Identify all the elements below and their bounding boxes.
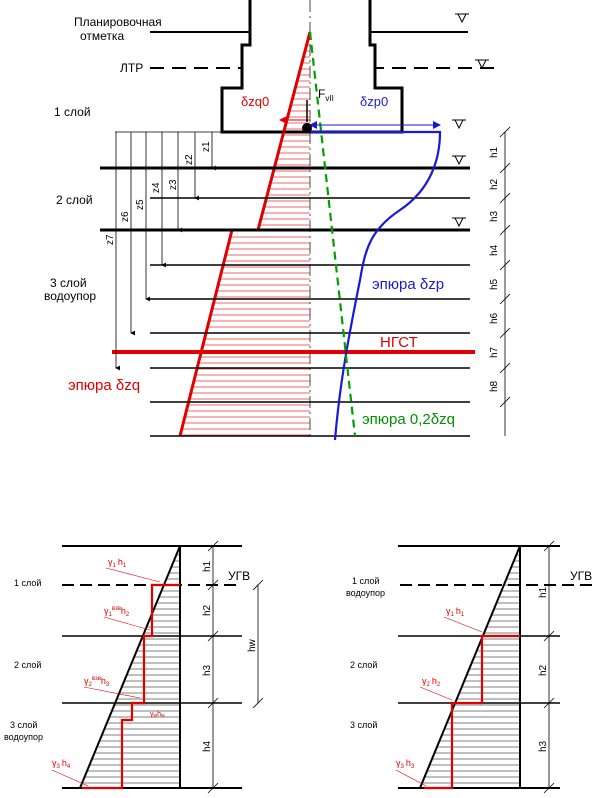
bl-leader-2 <box>104 617 150 630</box>
zp0-label: δzp0 <box>360 94 389 109</box>
foundation-outline <box>222 0 402 132</box>
br-leader-1 <box>444 617 482 632</box>
br-ugv-label: УГВ <box>570 569 593 583</box>
bl-gamma1-h1: $\gamma_1$ $h_1$ <box>108 557 127 569</box>
ngst-label: НГСТ <box>380 334 418 351</box>
br-layer2-label: 2 слой <box>350 660 378 670</box>
z4-label: z4 <box>151 182 162 193</box>
br-layer1-sub-label: водоупор <box>346 588 386 598</box>
bl-h2-label: h2 <box>202 604 213 616</box>
h8-label: h8 <box>489 380 500 392</box>
z3-label: z3 <box>168 179 179 190</box>
br-gamma1-h1: $\gamma_1$ $h_1$ <box>446 606 465 618</box>
level-marker-icon <box>452 218 466 226</box>
bl-h1-label: h1 <box>202 560 213 572</box>
ltr-marker-icon <box>475 60 489 68</box>
level-marker-icon <box>452 156 466 164</box>
layer1-label: 1 слой <box>54 105 91 119</box>
load-point-icon <box>302 123 312 133</box>
bl-gammaw-hw: γwhw <box>150 711 165 719</box>
h5-label: h5 <box>489 278 500 290</box>
bl-leader-1 <box>106 568 160 582</box>
bl-layer3-sub-label: водоупор <box>4 732 44 742</box>
bl-leader-4 <box>52 770 88 786</box>
bl-gamma3-h4: $\gamma_3$ $h_4$ <box>52 758 71 770</box>
ltr-label: ЛТР <box>120 61 144 75</box>
br-h2-label: h2 <box>538 664 549 676</box>
bl-layer2-label: 2 слой <box>14 660 42 670</box>
br-leader-3 <box>396 770 426 786</box>
br-layer3-label: 3 слой <box>350 720 378 730</box>
h2-label: h2 <box>489 178 500 190</box>
z2-label: z2 <box>184 154 195 165</box>
top-diagram <box>44 0 510 440</box>
h1-label: h1 <box>489 146 500 158</box>
br-h3-label: h3 <box>538 740 549 752</box>
br-h1-label: h1 <box>538 586 549 598</box>
bl-ugv-label: УГВ <box>228 569 251 583</box>
zq02-epure-label: эпюра 0,2δzq <box>362 411 455 428</box>
bl-layer1-label: 1 слой <box>14 578 42 588</box>
z1-label: z1 <box>201 141 212 152</box>
bl-gamma1vzv-h2: $\gamma_1^{взв}h_2$ <box>104 606 130 618</box>
zq-epure-label: эпюра δzq <box>68 377 141 394</box>
layer2-label: 2 слой <box>56 193 93 207</box>
level-marker-icon <box>452 120 466 128</box>
planning-mark-label-1: Планировочная <box>74 15 162 29</box>
bl-layer3-label: 3 слой <box>10 720 38 730</box>
bl-h4-label: h4 <box>202 740 213 752</box>
bl-h3-label: h3 <box>202 664 213 676</box>
z7-label: z7 <box>105 234 116 245</box>
br-gamma2-h2: $\gamma_2$ $h_2$ <box>422 676 441 688</box>
layer3-label: 3 слой <box>50 276 87 290</box>
bottom-left-diagram <box>4 541 263 793</box>
bottom-right-diagram <box>346 541 595 793</box>
br-gamma3-h3: $\gamma_3$ $h_3$ <box>396 758 415 770</box>
fvii-label: $F_{vII}$ <box>318 87 334 103</box>
z6-label: z6 <box>120 211 131 222</box>
h3-label: h3 <box>489 210 500 222</box>
h4-label: h4 <box>489 244 500 256</box>
br-leader-2 <box>420 687 452 700</box>
bl-hw-label: hw <box>247 639 258 652</box>
layer3-sub-label: водоупор <box>44 289 97 303</box>
h6-label: h6 <box>489 312 500 324</box>
h7-label: h7 <box>489 346 500 358</box>
bl-gamma2vzv-h3: $\gamma_2^{взв}h_3$ <box>84 676 110 688</box>
planning-mark-label-2: отметка <box>80 29 125 43</box>
z5-label: z5 <box>135 199 146 210</box>
zq0-label: δzq0 <box>241 94 270 109</box>
zp-epure-label: эпюра δzp <box>372 276 445 293</box>
level-marker-icon <box>455 14 469 22</box>
br-layer1-label: 1 слой <box>352 576 380 586</box>
